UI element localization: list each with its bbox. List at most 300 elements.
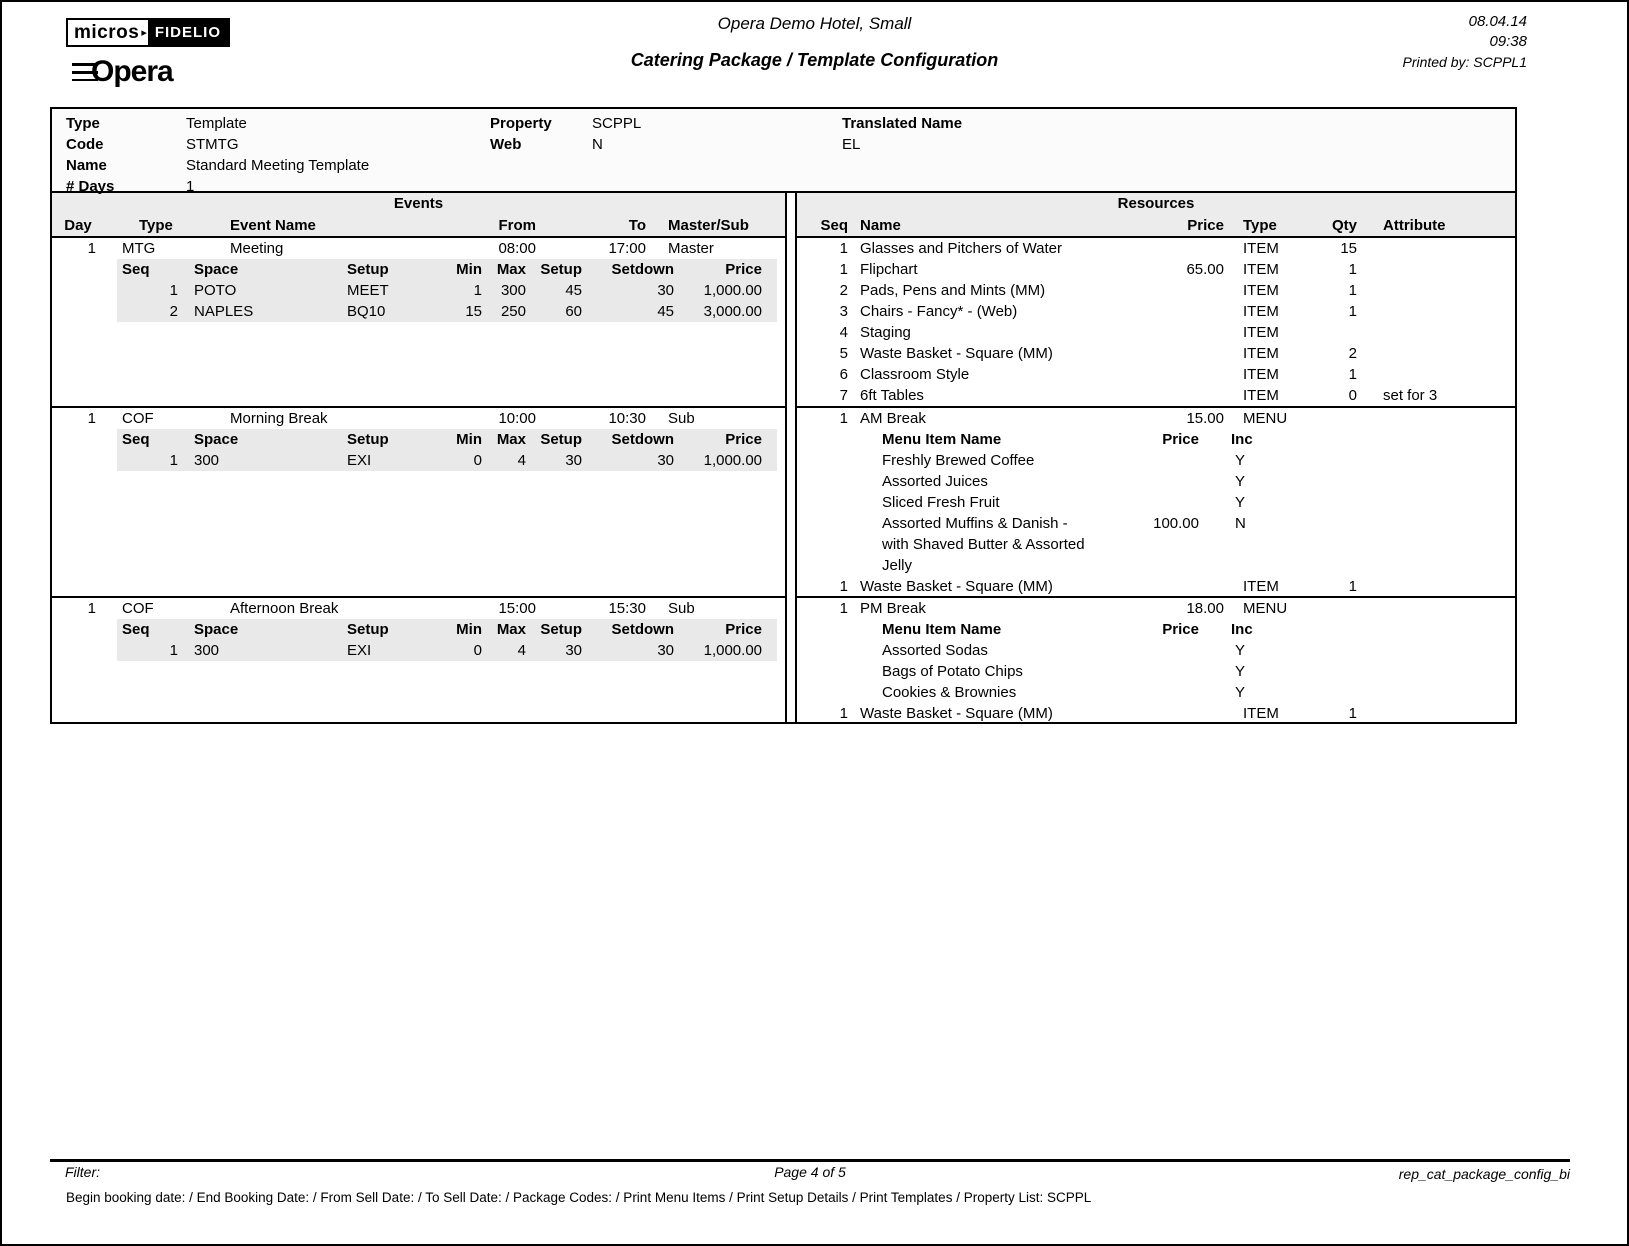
event-row — [52, 598, 785, 619]
code-value: STMTG — [186, 136, 239, 153]
col-min: Min — [456, 621, 482, 638]
resource-row — [797, 598, 1515, 619]
menu-header-row — [797, 619, 1515, 640]
col-setup: Setup — [347, 261, 389, 278]
col-name: Name — [860, 217, 901, 234]
resource-table — [797, 598, 1515, 722]
resource-type: ITEM — [1243, 387, 1279, 404]
resource-name: Glasses and Pitchers of Water — [860, 240, 1063, 257]
resource-table — [797, 408, 1515, 596]
col-day: Day — [64, 217, 92, 234]
col-space: Space — [194, 261, 239, 278]
col-space-seq: Seq — [122, 261, 150, 278]
resource-block — [797, 238, 1515, 406]
menu-item-empty — [1302, 661, 1367, 682]
resource-qty: 1 — [1348, 705, 1357, 722]
resource-name: 6ft Tables — [860, 387, 924, 404]
space-setup-time: 60 — [565, 303, 582, 320]
space-header-row — [117, 619, 777, 640]
menu-item-empty — [1367, 661, 1515, 682]
event-row-table — [52, 598, 785, 619]
menu-item-price: 100.00 — [1153, 515, 1199, 532]
space-header-row — [117, 259, 777, 280]
resource-price — [1097, 301, 1227, 322]
menu-item-seq — [797, 682, 852, 703]
col-type: Type — [139, 217, 173, 234]
col-space-seq: Seq — [122, 621, 150, 638]
menu-col-name: Menu Item Name — [882, 431, 1002, 448]
resource-block — [797, 406, 1515, 596]
menu-item-empty — [1302, 640, 1367, 661]
name-value: Standard Meeting Template — [186, 157, 370, 174]
menu-item-row — [797, 471, 1515, 492]
col-setup-time: Setup — [540, 261, 582, 278]
resource-price — [1097, 322, 1227, 343]
space-price: 3,000.00 — [703, 303, 762, 320]
name-label: Name — [66, 157, 107, 174]
translated-name-value: EL — [842, 136, 861, 153]
resource-row — [797, 703, 1515, 722]
days-value: 1 — [186, 178, 195, 195]
resource-seq: 1 — [839, 240, 848, 257]
resource-price — [1097, 280, 1227, 301]
resource-price: 65.00 — [1186, 261, 1224, 278]
web-label: Web — [490, 136, 522, 153]
event-day: 1 — [87, 600, 96, 617]
space-name: 300 — [194, 642, 220, 659]
space-seq: 2 — [169, 303, 178, 320]
menu-item-price — [1097, 640, 1227, 661]
col-seq: Seq — [820, 217, 848, 234]
menu-item-inc: Y — [1235, 473, 1246, 490]
col-space: Space — [194, 431, 239, 448]
space-row — [117, 450, 777, 471]
resource-row — [797, 343, 1515, 364]
space-max: 4 — [517, 642, 526, 659]
resource-qty — [1302, 322, 1367, 343]
resource-attribute — [1367, 598, 1515, 619]
resource-price — [1097, 576, 1227, 596]
col-res-type: Type — [1243, 217, 1277, 234]
event-to: 10:30 — [608, 410, 646, 427]
space-setup-time: 30 — [565, 452, 582, 469]
resource-name: Flipchart — [860, 261, 918, 278]
resource-seq: 1 — [839, 600, 848, 617]
resource-type: ITEM — [1243, 261, 1279, 278]
resource-attribute — [1367, 301, 1515, 322]
space-price: 1,000.00 — [703, 642, 762, 659]
days-label: # Days — [66, 178, 115, 195]
event-block — [52, 406, 785, 596]
page-title: Catering Package / Template Configuration — [630, 50, 999, 70]
menu-item-empty — [1302, 492, 1367, 513]
event-row-table — [52, 408, 785, 429]
resource-seq: 1 — [839, 705, 848, 722]
space-setup-time: 45 — [565, 282, 582, 299]
resource-type: MENU — [1243, 600, 1288, 617]
print-date: 08.04.14 — [1468, 13, 1527, 30]
resource-qty: 0 — [1348, 387, 1357, 404]
footer-row — [50, 1164, 1570, 1184]
space-setdown: 30 — [657, 282, 674, 299]
menu-item-row — [797, 513, 1515, 576]
resource-type: ITEM — [1243, 578, 1279, 595]
resource-price — [1097, 238, 1227, 259]
page-indicator: Page 4 of 5 — [774, 1164, 846, 1180]
col-from: From — [498, 217, 536, 234]
resource-qty: 1 — [1348, 261, 1357, 278]
resource-qty: 1 — [1348, 366, 1357, 383]
menu-item-empty — [1367, 640, 1515, 661]
space-row — [117, 640, 777, 661]
resource-qty: 15 — [1340, 240, 1357, 257]
menu-item-name: Sliced Fresh Fruit — [882, 494, 1000, 511]
menu-item-price — [1097, 682, 1227, 703]
resource-attribute — [1367, 364, 1515, 385]
space-price: 1,000.00 — [703, 452, 762, 469]
resource-price — [1097, 385, 1227, 406]
footer-rule — [50, 1159, 1570, 1162]
menu-col-price: Price — [1162, 621, 1199, 638]
col-setup: Setup — [347, 431, 389, 448]
menu-item-inc: Y — [1235, 494, 1246, 511]
space-sub-table — [117, 429, 777, 471]
menu-item-row — [797, 682, 1515, 703]
menu-item-price — [1097, 450, 1227, 471]
space-min: 1 — [473, 282, 482, 299]
menu-item-name: Cookies & Brownies — [882, 684, 1017, 701]
resources-blocks — [797, 238, 1515, 722]
menu-item-empty — [1302, 450, 1367, 471]
space-max: 300 — [500, 282, 526, 299]
resource-price: 15.00 — [1186, 410, 1224, 427]
resource-name: Waste Basket - Square (MM) — [860, 345, 1053, 362]
menu-header-row — [797, 429, 1515, 450]
resource-qty: 1 — [1348, 303, 1357, 320]
menu-col-price: Price — [1162, 431, 1199, 448]
report-box — [50, 107, 1517, 724]
event-row-table — [52, 238, 785, 259]
event-from: 08:00 — [498, 240, 536, 257]
space-setup: BQ10 — [347, 303, 386, 320]
col-space-price: Price — [725, 621, 762, 638]
event-day: 1 — [87, 410, 96, 427]
menu-item-inc: Y — [1235, 642, 1246, 659]
menu-item-empty — [1367, 513, 1515, 576]
resource-type: ITEM — [1243, 240, 1279, 257]
filter-criteria: Begin booking date: / End Booking Date: / From Sell Date: / To Sell Date: / Package Codes: / Print Menu Items / Print Setup Details / Print Templates / Property List: SCPPL — [66, 1190, 1092, 1205]
filter-label: Filter: — [65, 1164, 100, 1180]
col-max: Max — [496, 431, 526, 448]
menu-item-inc: N — [1235, 515, 1246, 532]
resources-panel — [795, 193, 1515, 722]
col-min: Min — [456, 261, 482, 278]
resource-type: ITEM — [1243, 345, 1279, 362]
event-to: 15:30 — [608, 600, 646, 617]
package-info-section — [52, 109, 1515, 193]
space-sub-table — [117, 259, 777, 322]
resource-name: Waste Basket - Square (MM) — [860, 578, 1053, 595]
menu-col-empty — [1302, 429, 1367, 450]
space-row — [117, 280, 777, 301]
space-table — [117, 259, 777, 322]
event-master-sub: Sub — [668, 600, 695, 617]
resource-attribute — [1367, 408, 1515, 429]
resource-price — [1097, 343, 1227, 364]
menu-item-seq — [797, 492, 852, 513]
resource-type: ITEM — [1243, 366, 1279, 383]
menu-item-name: Assorted Juices — [882, 473, 988, 490]
printed-by: Printed by: SCPPL1 — [1402, 54, 1527, 70]
menu-col-inc: Inc — [1231, 621, 1253, 638]
resource-row — [797, 259, 1515, 280]
event-to: 17:00 — [608, 240, 646, 257]
col-max: Max — [496, 261, 526, 278]
space-setdown: 45 — [657, 303, 674, 320]
micros-logo-text: micros — [74, 21, 140, 43]
resource-type: MENU — [1243, 410, 1288, 427]
arrow-icon: ▸ — [141, 27, 147, 39]
menu-col-empty — [1302, 619, 1367, 640]
hotel-name: Opera Demo Hotel, Small — [717, 14, 912, 33]
resource-attribute — [1367, 576, 1515, 596]
menu-item-name: Assorted Muffins & Danish - with Shaved Butter & Assorted Jelly — [882, 515, 1085, 574]
menu-item-row — [797, 450, 1515, 471]
panels — [52, 193, 1515, 722]
space-sub-table — [117, 619, 777, 661]
event-type: MTG — [122, 240, 156, 257]
event-block — [52, 596, 785, 722]
events-header-row — [52, 215, 785, 236]
menu-item-row — [797, 492, 1515, 513]
col-max: Max — [496, 621, 526, 638]
resource-row — [797, 238, 1515, 259]
col-qty: Qty — [1331, 217, 1357, 234]
space-setup: EXI — [347, 452, 372, 469]
space-name: NAPLES — [194, 303, 254, 320]
menu-col-name: Menu Item Name — [882, 621, 1002, 638]
col-to: To — [628, 217, 646, 234]
resource-qty — [1302, 598, 1367, 619]
resource-type: ITEM — [1243, 282, 1279, 299]
resource-row — [797, 385, 1515, 406]
resource-seq: 2 — [839, 282, 848, 299]
info-column-right — [842, 113, 962, 155]
property-label: Property — [490, 115, 552, 132]
menu-item-seq — [797, 471, 852, 492]
events-title: Events — [393, 195, 444, 212]
resource-row — [797, 576, 1515, 596]
col-setdown: Setdown — [611, 431, 674, 448]
menu-item-inc: Y — [1235, 684, 1246, 701]
resource-price — [1097, 703, 1227, 722]
menu-item-inc: Y — [1235, 452, 1246, 469]
resource-type: ITEM — [1243, 324, 1279, 341]
resource-row — [797, 408, 1515, 429]
col-setup-time: Setup — [540, 621, 582, 638]
menu-col-empty — [1367, 619, 1515, 640]
col-space: Space — [194, 621, 239, 638]
resource-seq: 1 — [839, 261, 848, 278]
resource-type: ITEM — [1243, 303, 1279, 320]
code-label: Code — [66, 136, 104, 153]
resources-panel-head — [797, 193, 1515, 238]
resource-type: ITEM — [1243, 705, 1279, 722]
type-label: Type — [66, 115, 100, 132]
event-type: COF — [122, 600, 154, 617]
resources-header-table — [797, 215, 1515, 236]
event-row — [52, 238, 785, 259]
space-setdown: 30 — [657, 452, 674, 469]
menu-col-empty — [797, 429, 852, 450]
space-min: 0 — [473, 452, 482, 469]
resource-row — [797, 322, 1515, 343]
events-panel-head — [52, 193, 785, 238]
menu-item-row — [797, 661, 1515, 682]
space-setup-time: 30 — [565, 642, 582, 659]
event-from: 10:00 — [498, 410, 536, 427]
menu-item-empty — [1302, 471, 1367, 492]
col-space-price: Price — [725, 431, 762, 448]
opera-logo-text: Opera — [91, 55, 173, 88]
event-block — [52, 238, 785, 406]
resource-table — [797, 238, 1515, 406]
menu-item-empty — [1367, 471, 1515, 492]
report-header — [2, 14, 1627, 71]
resource-name: Pads, Pens and Mints (MM) — [860, 282, 1046, 299]
event-name: Morning Break — [230, 410, 328, 427]
resource-qty: 2 — [1348, 345, 1357, 362]
col-setup: Setup — [347, 621, 389, 638]
event-from: 15:00 — [498, 600, 536, 617]
space-row — [117, 301, 777, 322]
resource-qty: 1 — [1348, 578, 1357, 595]
resource-seq: 3 — [839, 303, 848, 320]
space-seq: 1 — [169, 282, 178, 299]
event-name: Afternoon Break — [230, 600, 339, 617]
col-space-price: Price — [725, 261, 762, 278]
event-type: COF — [122, 410, 154, 427]
info-column-left — [66, 113, 369, 197]
translated-name-label: Translated Name — [842, 115, 963, 132]
resource-name: Waste Basket - Square (MM) — [860, 705, 1053, 722]
resources-title: Resources — [1117, 195, 1195, 212]
resource-seq: 7 — [839, 387, 848, 404]
menu-item-empty — [1302, 682, 1367, 703]
resource-attribute — [1367, 259, 1515, 280]
menu-item-inc: Y — [1235, 663, 1246, 680]
resource-seq: 5 — [839, 345, 848, 362]
report-id: rep_cat_package_config_bi — [1398, 1166, 1570, 1182]
col-space-seq: Seq — [122, 431, 150, 448]
resource-attribute — [1367, 322, 1515, 343]
events-header-table — [52, 215, 785, 236]
menu-item-seq — [797, 661, 852, 682]
resource-seq: 6 — [839, 366, 848, 383]
menu-item-price — [1097, 471, 1227, 492]
space-setdown: 30 — [657, 642, 674, 659]
col-setdown: Setdown — [611, 261, 674, 278]
resource-name: Classroom Style — [860, 366, 970, 383]
space-setup: MEET — [347, 282, 389, 299]
events-panel — [52, 193, 787, 722]
resource-price: 18.00 — [1186, 600, 1224, 617]
space-price: 1,000.00 — [703, 282, 762, 299]
menu-item-name: Assorted Sodas — [882, 642, 988, 659]
space-header-row — [117, 429, 777, 450]
col-event-name: Event Name — [230, 217, 316, 234]
resource-attribute — [1367, 343, 1515, 364]
resource-attribute — [1367, 280, 1515, 301]
menu-col-empty — [1367, 429, 1515, 450]
event-master-sub: Sub — [668, 410, 695, 427]
col-min: Min — [456, 431, 482, 448]
space-seq: 1 — [169, 452, 178, 469]
menu-item-empty — [1367, 492, 1515, 513]
resource-attribute — [1367, 238, 1515, 259]
menu-item-name: Bags of Potato Chips — [882, 663, 1023, 680]
web-value: N — [592, 136, 603, 153]
resource-name: AM Break — [860, 410, 926, 427]
space-max: 4 — [517, 452, 526, 469]
resources-header-row — [797, 215, 1515, 236]
resource-row — [797, 301, 1515, 322]
resource-seq: 1 — [839, 578, 848, 595]
space-min: 0 — [473, 642, 482, 659]
space-name: POTO — [194, 282, 237, 299]
menu-item-empty — [1367, 682, 1515, 703]
space-table — [117, 619, 777, 661]
space-name: 300 — [194, 452, 220, 469]
space-min: 15 — [465, 303, 482, 320]
menu-item-seq — [797, 640, 852, 661]
col-attribute: Attribute — [1383, 217, 1446, 234]
resource-row — [797, 364, 1515, 385]
menu-item-price — [1097, 492, 1227, 513]
resource-price — [1097, 364, 1227, 385]
resource-row — [797, 280, 1515, 301]
menu-item-empty — [1367, 450, 1515, 471]
space-max: 250 — [500, 303, 526, 320]
info-column-middle — [490, 113, 641, 155]
resource-name: Chairs - Fancy* - (Web) — [860, 303, 1018, 320]
col-setup-time: Setup — [540, 431, 582, 448]
col-price: Price — [1187, 217, 1224, 234]
resource-seq: 1 — [839, 410, 848, 427]
print-time: 09:38 — [1489, 33, 1527, 50]
property-value: SCPPL — [592, 115, 642, 132]
menu-item-row — [797, 640, 1515, 661]
event-day: 1 — [87, 240, 96, 257]
menu-item-price — [1097, 661, 1227, 682]
col-master-sub: Master/Sub — [668, 217, 749, 234]
menu-item-seq — [797, 513, 852, 576]
menu-item-name: Freshly Brewed Coffee — [882, 452, 1035, 469]
menu-item-seq — [797, 450, 852, 471]
resource-name: Staging — [860, 324, 911, 341]
resource-attribute: set for 3 — [1383, 387, 1438, 404]
menu-col-empty — [797, 619, 852, 640]
space-table — [117, 429, 777, 471]
fidelio-logo-text: FIDELIO — [148, 20, 228, 45]
resource-qty — [1302, 408, 1367, 429]
space-setup: EXI — [347, 642, 372, 659]
menu-col-inc: Inc — [1231, 431, 1253, 448]
event-row — [52, 408, 785, 429]
panel-divider-gap — [787, 193, 795, 722]
type-value: Template — [186, 115, 247, 132]
resource-block — [797, 596, 1515, 722]
